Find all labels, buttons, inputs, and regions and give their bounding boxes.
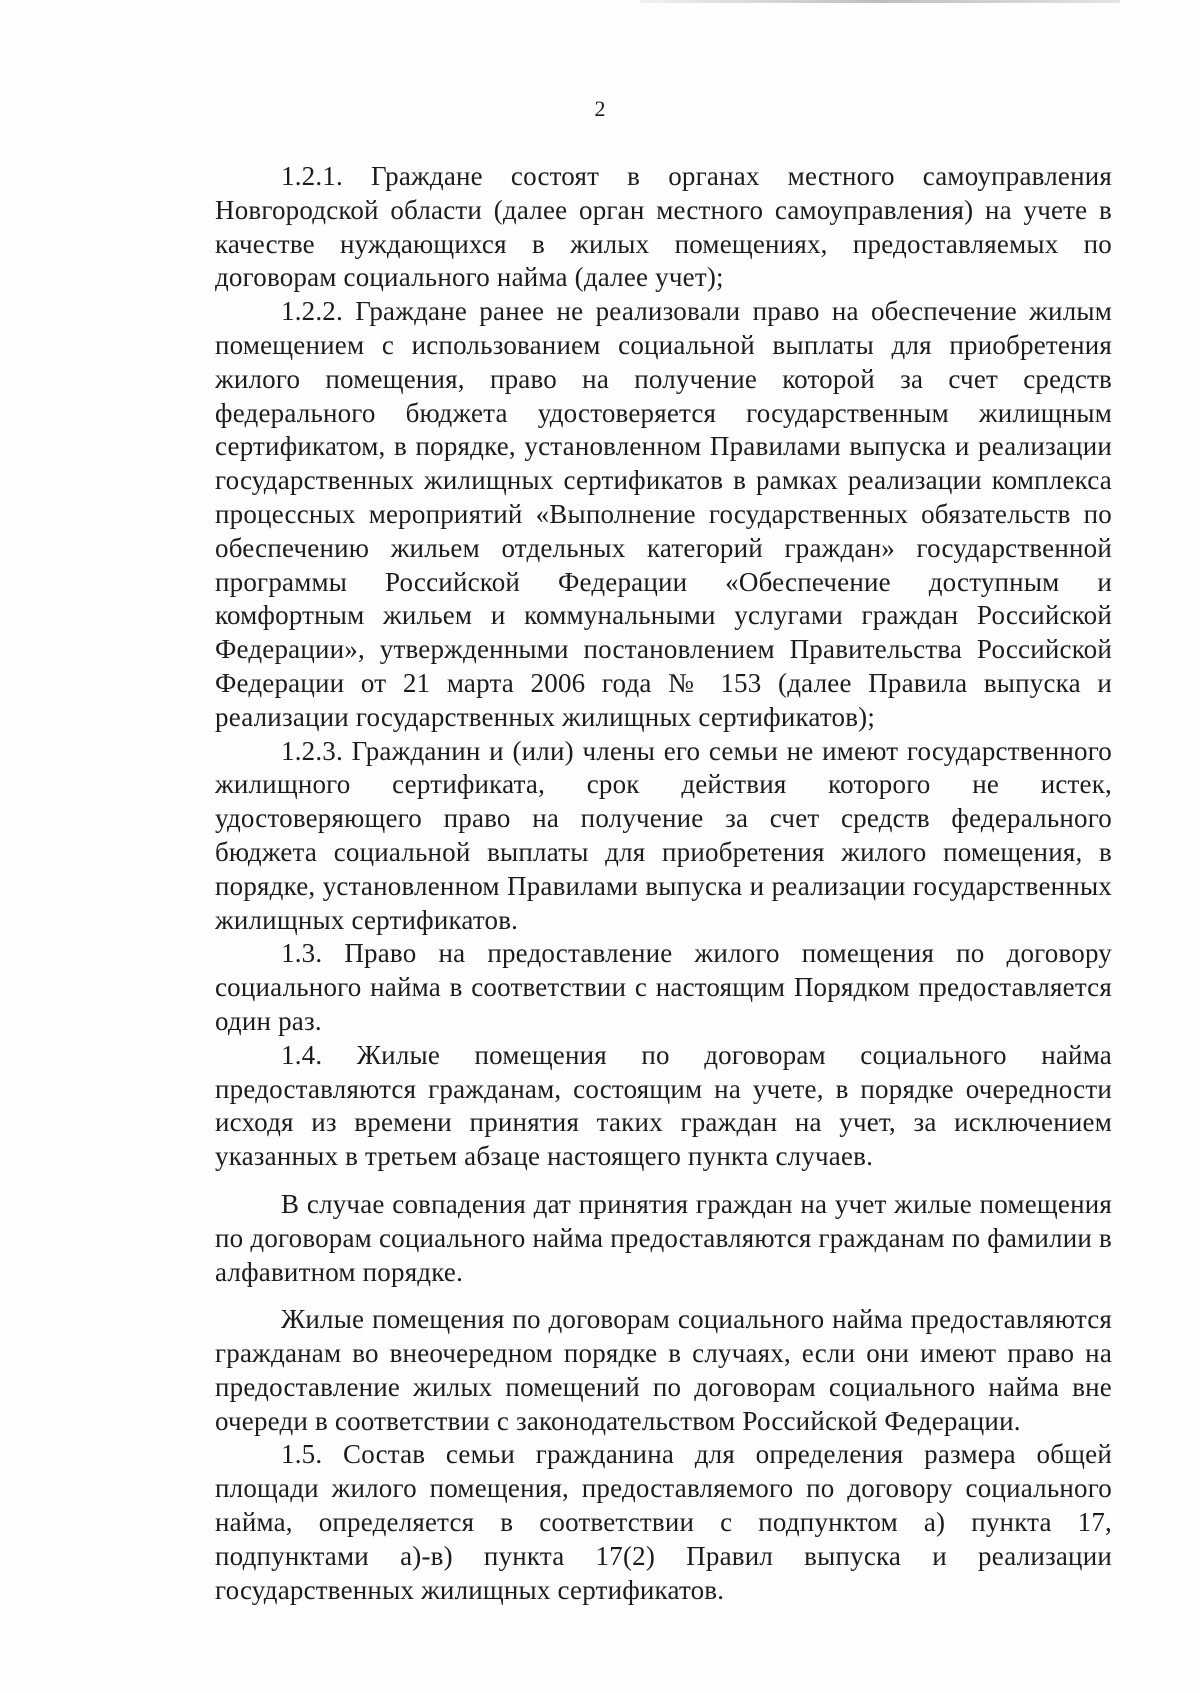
paragraph-1-2-3: 1.2.3. Гражданин и (или) члены его семьи не имеют государственного жилищного сертификата, срок действия которого не истек, удостоверяющего право на получение за счет средств федерального бюджета социальной выплаты для приобретения жилого помещения, в порядке, установленном Правилами выпуска и реализации государственных жилищных сертификатов. [215, 735, 1112, 935]
page-number: 2 [594, 96, 606, 121]
scan-edge-line [640, 0, 1120, 3]
paragraph-1-2-1: 1.2.1. Граждане состоят в органах местного самоуправления Новгородской области (далее орган местного самоуправления) на учете в качестве нуждающихся в жилых помещениях, предоставляемых по договорам социального найма (далее учет); [215, 161, 1112, 293]
paragraph-1-2-2: 1.2.2. Граждане ранее не реализовали право на обеспечение жилым помещением с использованием социальной выплаты для приобретения жилого помещения, право на получение которой за счет средств федерального бюджета удостоверяется государственным жилищным сертификатом, в порядке, установленном Правилами выпуска и реализации государственных жилищных сертификатов в рамках реализации комплекса процессных мероприятий «Выполнение государственных обязательств по обеспечению жильем отдельных категорий граждан» государственной программы Российской Федерации «Обеспечение доступным и комфортным жильем и коммунальными услугами граждан Российской Федерации», утвержденными постановлением Правительства Российской Федерации от 21 марта 2006 года № 153 (далее Правила выпуска и реализации государственных жилищных сертификатов); [215, 296, 1112, 732]
paragraph-1-4-alphabetical: В случае совпадения дат принятия граждан на учет жилые помещения по договорам социального найма предоставляются гражданам по фамилии в алфавитном порядке. [215, 1188, 1112, 1287]
paragraph-1-4-out-of-turn: Жилые помещения по договорам социального найма предоставляются гражданам во внеочередном порядке в случаях, если они имеют право на предоставление жилых помещений по договорам социального найма вне очереди в соответствии с законодательством Российской Федерации. [215, 1304, 1112, 1436]
paragraph-1-5: 1.5. Состав семьи гражданина для определения размера общей площади жилого помещения, предоставляемого по договору социального найма, определяется в соответствии с подпунктом а) пункта 17, подпунктами а)-в) пункта 17(2) Правил выпуска и реализации государственных жилищных сертификатов. [215, 1439, 1112, 1605]
paragraph-1-4: 1.4. Жилые помещения по договорам социального найма предоставляются гражданам, состоящим на учете, в порядке очередности исходя из времени принятия таких граждан на учет, за исключением указанных в третьем абзаце настоящего пункта случаев. [215, 1039, 1112, 1172]
document-body [215, 160, 1112, 1607]
paragraph-1-3: 1.3. Право на предоставление жилого помещения по договору социального найма в соответствии с настоящим Порядком предоставляется один раз. [215, 938, 1112, 1036]
